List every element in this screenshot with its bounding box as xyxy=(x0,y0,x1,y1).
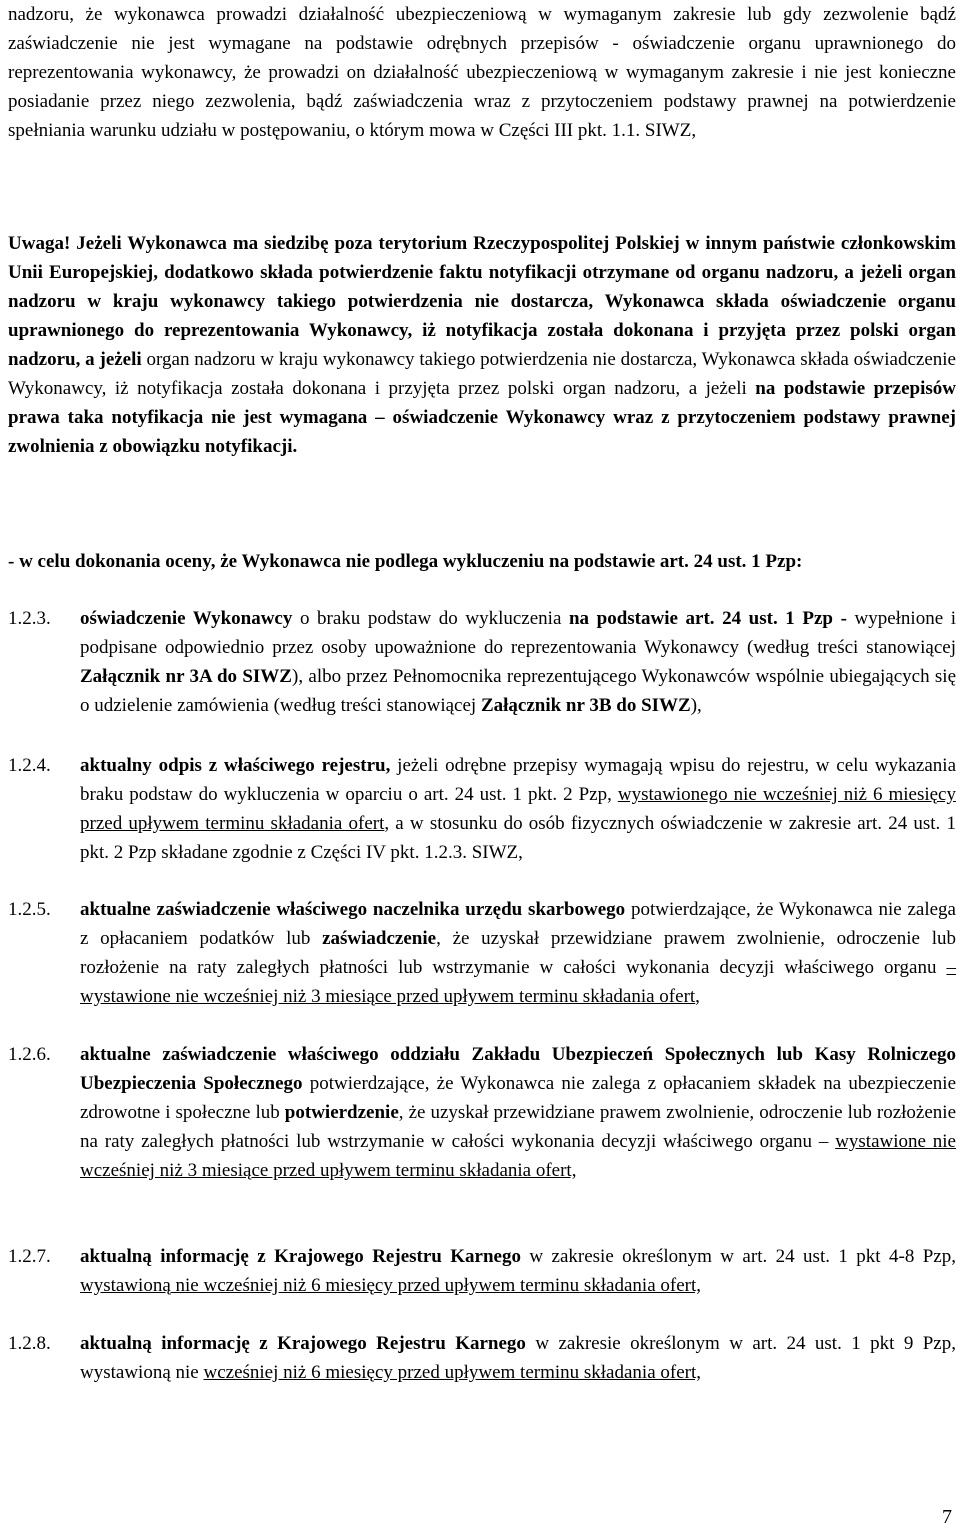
item-text: w zakresie określonym w art. 24 ust. 1 pkt 4-8 Pzp, xyxy=(520,1246,956,1267)
list-item-1-2-8 xyxy=(8,1329,956,1387)
item-text: , że uzyskał przewidziane prawem zwolnienie, odroczenie lub rozłożenie na raty zaległych płatności lub wstrzymanie w całości wykonania decyzji właściwego organu xyxy=(80,928,956,978)
list-item-1-2-7 xyxy=(8,1242,956,1300)
item-bold: Załącznik nr 3A do SIWZ xyxy=(80,666,292,687)
item-text: potwierdzające, że Wykonawca nie zalega z opłacaniem składek na ubezpieczenie zdrowotne i społeczne lub xyxy=(80,1073,957,1123)
item-number: 1.2.7. xyxy=(8,1246,51,1267)
item-underlined: wcześniej niż 6 miesięcy przed upływem terminu składania ofert, xyxy=(203,1362,702,1383)
item-bold: aktualne zaświadczenie właściwego oddziału Zakładu Ubezpieczeń Społecznych lub Kasy Rolniczego Ubezpieczenia Społecznego xyxy=(80,1044,956,1094)
item-number: 1.2.4. xyxy=(8,755,51,776)
list-item-1-2-6 xyxy=(8,1040,956,1185)
item-bold: zaświadczenie xyxy=(322,928,437,949)
item-underlined: wystawione nie wcześniej niż 3 miesiące przed upływem terminu składania ofert, xyxy=(80,1131,956,1181)
page-number: 7 xyxy=(942,1506,952,1528)
list-item-1-2-4 xyxy=(8,751,956,867)
item-text: , a w stosunku do osób fizycznych oświadczenie w zakresie art. 24 ust. 1 pkt. 2 Pzp składane zgodnie z Części IV pkt. 1.2.3. SIWZ, xyxy=(80,813,956,863)
item-bold: potwierdzenie xyxy=(284,1102,399,1123)
item-text: jeżeli odrębne przepisy wymagają wpisu do rejestru, w celu wykazania braku podstaw do wykluczenia w oparciu o art. 24 ust. 1 pkt. 2 Pzp, xyxy=(80,755,957,805)
item-text: ), xyxy=(690,695,702,716)
item-text: potwierdzające, że Wykonawca nie zalega z opłacaniem podatków lub xyxy=(80,899,956,949)
intro-text: nadzoru, że wykonawca prowadzi działalność ubezpieczeniową w wymaganym zakresie lub gdy zezwolenie bądź zaświadczenie nie jest wymagane na podstawie odrębnych przepisów - oświadczenie organu uprawnionego do reprezentowania wykonawcy, że prowadzi on działalność ubezpieczeniową w wymaganym zakresie i nie jest konieczne posiadanie przez niego zezwolenia, bądź zaświadczenia wraz z przytoczeniem podstawy prawnej na potwierdzenie spełniania warunku udziału w postępowaniu, o którym mowa w Części III pkt. 1.1. SIWZ, xyxy=(8,4,956,141)
list-item-1-2-3 xyxy=(8,604,956,720)
item-underlined: wystawioną nie wcześniej niż 6 miesięcy przed upływem terminu składania ofert, xyxy=(80,1275,701,1296)
uwaga-text-1: organ nadzoru w kraju wykonawcy takiego potwierdzenia nie dostarcza, Wykonawca składa oświadczenie Wykonawcy, iż notyfikacja została dokonana i przyjęta przez polski organ nadzoru, a jeżeli xyxy=(8,349,956,399)
list-item-1-2-5 xyxy=(8,895,956,1011)
item-bold: aktualne zaświadczenie właściwego naczelnika urzędu skarbowego xyxy=(80,899,626,920)
item-bold: aktualną informację z Krajowego Rejestru Karnego xyxy=(80,1333,526,1354)
item-text: o braku podstaw do wykluczenia xyxy=(292,608,569,629)
uwaga-paragraph xyxy=(8,229,956,461)
item-underlined: – wystawione nie wcześniej niż 3 miesiące przed upływem terminu składania ofert xyxy=(80,957,956,1007)
item-number: 1.2.6. xyxy=(8,1044,51,1065)
item-bold: aktualny odpis z właściwego rejestru, xyxy=(80,755,391,776)
uwaga-bold-2: na podstawie przepisów prawa taka notyfikacja nie jest wymagana – oświadczenie Wykonawcy wraz z przytoczeniem podstawy prawnej zwolnienia z obowiązku notyfikacji. xyxy=(8,378,956,457)
item-bold: Załącznik nr 3B do SIWZ xyxy=(480,695,691,716)
item-number: 1.2.8. xyxy=(8,1333,51,1354)
item-bold: oświadczenie Wykonawcy xyxy=(80,608,293,629)
item-text: , że uzyskał przewidziane prawem zwolnienie, odroczenie lub rozłożenie na raty zaległych płatności lub wstrzymanie w całości wykonania decyzji właściwego organu – xyxy=(80,1102,957,1152)
item-text: ), albo przez Pełnomocnika reprezentującego Wykonawców wspólnie ubiegających się o udzielenie zamówienia (według treści stanowiącej xyxy=(80,666,957,716)
uwaga-bold-1: Uwaga! Jeżeli Wykonawca ma siedzibę poza terytorium Rzeczypospolitej Polskiej w innym państwie członkowskim Unii Europejskiej, dodatkowo składa potwierdzenie faktu notyfikacji otrzymane od organu nadzoru, a jeżeli organ nadzoru w kraju wykonawcy takiego potwierdzenia nie dostarcza, Wykonawca składa oświadczenie organu uprawnionego do reprezentowania Wykonawcy, iż notyfikacja została dokonana i przyjęta przez polski organ nadzoru, a jeżeli xyxy=(8,233,956,370)
item-bold: aktualną informację z Krajowego Rejestru Karnego xyxy=(80,1246,521,1267)
item-text: wypełnione i podpisane odpowiednio przez osoby upoważnione do reprezentowania Wykonawcy (według treści stanowiącej xyxy=(80,608,956,658)
intro-paragraph xyxy=(8,0,956,145)
section-heading xyxy=(8,547,956,576)
item-text: w zakresie określonym w art. 24 ust. 1 pkt 9 Pzp, wystawioną nie xyxy=(80,1333,956,1383)
item-number: 1.2.5. xyxy=(8,899,51,920)
item-bold: na podstawie art. 24 ust. 1 Pzp - xyxy=(568,608,847,629)
item-underlined: wystawionego nie wcześniej niż 6 miesięcy przed upływem terminu składania ofert xyxy=(80,784,956,834)
item-number: 1.2.3. xyxy=(8,608,51,629)
item-text: , xyxy=(695,986,700,1007)
section-heading-text: - w celu dokonania oceny, że Wykonawca nie podlega wykluczeniu na podstawie art. 24 ust. 1 Pzp: xyxy=(8,551,803,572)
